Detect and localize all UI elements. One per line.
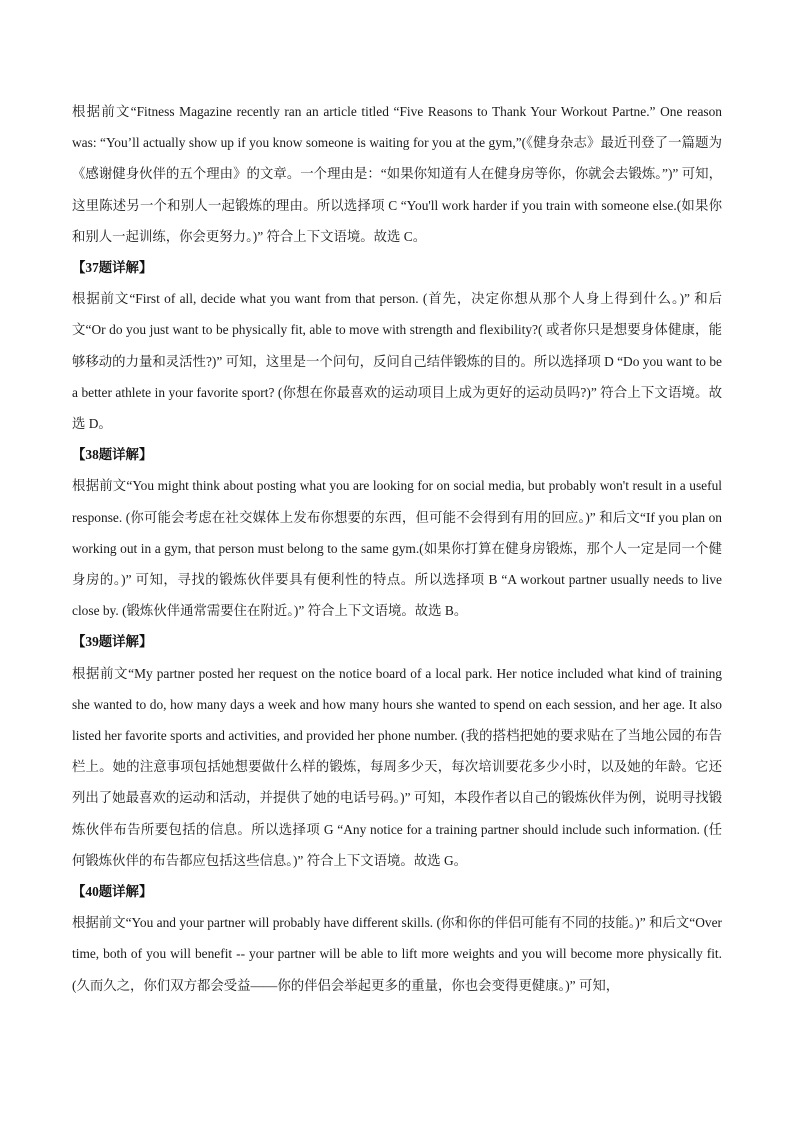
paragraph-38-explanation: 根据前文“You might think about posting what you are looking for on social media, but probably won't result in a useful response. (你可能会考虑在社交媒体上发布你想要的东西，但可能不会得到有用的回应。)” 和后文“If you plan on working out in a gym, that person must belong to the same gym.(如果你打算在健身房锻炼，那个人一定是同一个健身房的。)” 可知，寻找的锻炼伙伴要具有便利性的特点。所以选择项 B “A workout partner usually needs to live close by. (锻炼伙伴通常需要住在附近。)” 符合上下文语境。故选 B。 bbox=[72, 478, 722, 619]
paragraph-40-explanation: 根据前文“You and your partner will probably have different skills. (你和你的伴侣可能有不同的技能。)” 和后文“Over time, both of you will benefit -- your partner will be able to lift more weights and you will become more physically fit.(久而久之，你们双方都会受益——你的伴侣会举起更多的重量，你也会变得更健康。)” 可知， bbox=[72, 915, 722, 993]
paragraph-36-explanation: 根据前文“Fitness Magazine recently ran an article titled “Five Reasons to Thank Your Workout Partne.” One reason was: “You’ll actually show up if you know someone is waiting for you at the gym,”(《健身杂志》最近刊登了一篇题为《感谢健身伙伴的五个理由》的文章。一个理由是：“如果你知道有人在健身房等你，你就会去锻炼。”)” 可知，这里陈述另一个和别人一起锻炼的理由。所以选择项 C “You'll work harder if you train with someone else.(如果你和别人一起训练，你会更努力。)” 符合上下文语境。故选 C。 bbox=[72, 104, 722, 244]
heading-question-37: 【37题详解】 bbox=[72, 260, 153, 276]
heading-question-38: 【38题详解】 bbox=[72, 447, 153, 463]
document-page bbox=[72, 96, 722, 1001]
heading-question-40: 【40题详解】 bbox=[72, 884, 153, 900]
paragraph-39-explanation: 根据前文“My partner posted her request on the notice board of a local park. Her notice included what kind of training she wanted to do, how many days a week and how many hours she wanted to spend on each session, and her age. It also listed her favorite sports and activities, and provided her phone number. (我的搭档把她的要求贴在了当地公园的布告栏上。她的注意事项包括她想要做什么样的锻炼，每周多少天，每次培训要花多少小时，以及她的年龄。它还列出了她最喜欢的运动和活动，并提供了她的电话号码。)” 可知，本段作者以自己的锻炼伙伴为例，说明寻找锻炼伙伴布告所要包括的信息。所以选择项 G “Any notice for a training partner should include such information. (任何锻炼伙伴的布告都应包括这些信息。)” 符合上下文语境。故选 G。 bbox=[72, 665, 722, 868]
paragraph-37-explanation: 根据前文“First of all, decide what you want from that person. (首先，决定你想从那个人身上得到什么。)” 和后文“Or do you just want to be physically fit, able to move with strength and flexibility?( 或者你只是想要身体健康，能够移动的力量和灵活性?)” 可知，这里是一个问句，反问自己结伴锻炼的目的。所以选择项 D “Do you want to be a better athlete in your favorite sport? (你想在你最喜欢的运动项目上成为更好的运动员吗?)” 符合上下文语境。故选 D。 bbox=[72, 291, 722, 432]
heading-question-39: 【39题详解】 bbox=[72, 634, 153, 650]
